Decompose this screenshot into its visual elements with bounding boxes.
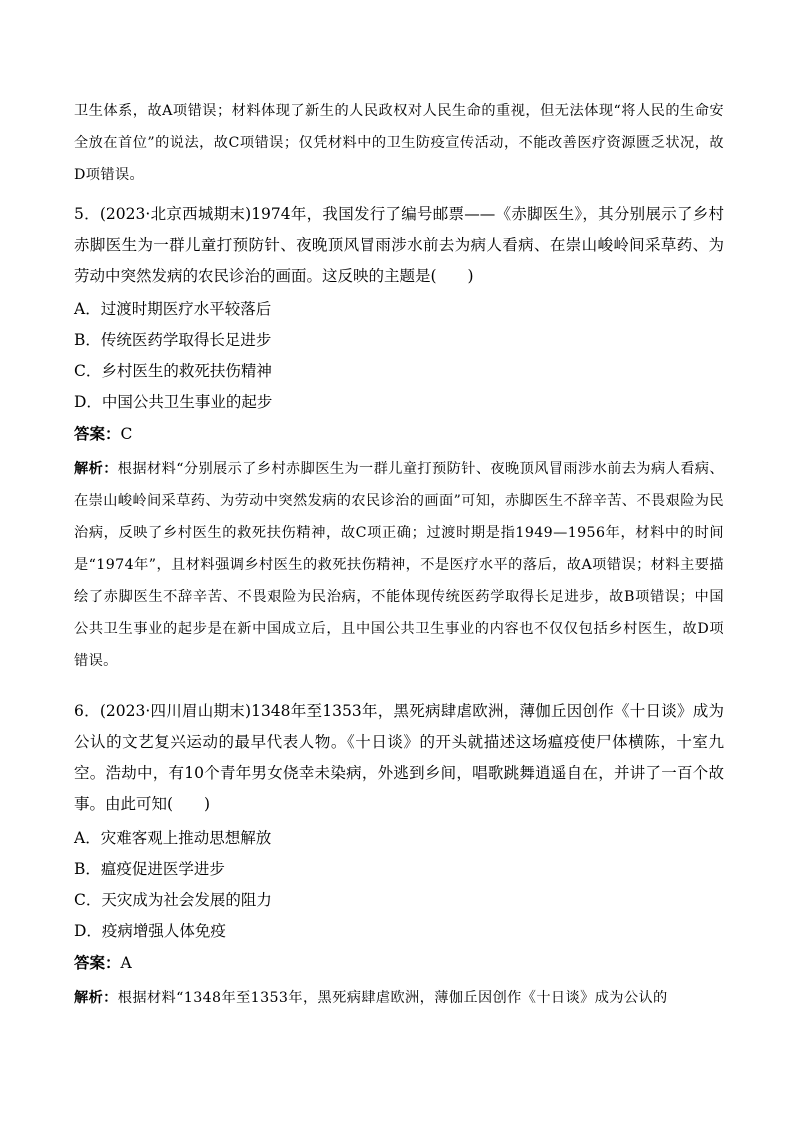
question-6-answer [74,947,724,978]
question-5-answer [74,418,724,449]
question-6-option-c: C．天灾成为社会发展的阻力 [74,891,272,909]
question-5-option-a: A．过渡时期医疗水平较落后 [74,300,272,318]
question-5-stem: 5．(2023·北京西城期末)1974年，我国发行了编号邮票——《赤脚医生》，其分别展示了乡村赤脚医生为一群儿童打预防针、夜晚顶风冒雨涉水前去为病人看病、在崇山峻岭间采草药、为劳动中突然发病的农民诊治的画面。这反映的主题是( ) [74,205,724,285]
answer-label: 答案： [74,953,121,972]
analysis-text: 根据材料“1348年至1353年，黑死病肆虐欧洲，薄伽丘因创作《十日谈》成为公认的 [117,990,668,1006]
answer-label: 答案： [74,424,121,443]
question-5-option-c: C．乡村医生的救死扶伤精神 [74,362,272,380]
answer-value: A [120,954,132,972]
previous-explanation-tail: 卫生体系，故A项错误；材料体现了新生的人民政权对人民生命的重视，但无法体现“将人民的生命安全放在首位”的说法，故C项错误；仅凭材料中的卫生防疫宣传活动，不能改善医疗资源匮乏状况，故D项错误。 [74,103,724,183]
analysis-label: 解析： [74,461,118,477]
question-5-analysis [74,453,724,677]
analysis-text: 根据材料“分别展示了乡村赤脚医生为一群儿童打预防针、夜晚顶风冒雨涉水前去为病人看病、在崇山峻岭间采草药、为劳动中突然发病的农民诊治的画面”可知，赤脚医生不辞辛苦、不畏艰险为民治病，反映了乡村医生的救死扶伤精神，故C项正确；过渡时期是指1949—1956年，材料中的时间是“1974年”，且材料强调乡村医生的救死扶伤精神，不是医疗水平的落后，故A项错误；材料主要描绘了赤脚医生不辞辛苦、不畏艰险为民治病，不能体现传统医药学取得长足进步，故B项错误；中国公共卫生事业的起步是在新中国成立后，且中国公共卫生事业的内容也不仅仅包括乡村医生，故D项错误。 [74,461,724,669]
question-5-option-d: D．中国公共卫生事业的起步 [74,393,273,411]
question-6-analysis [74,982,724,1014]
question-5-option-b: B．传统医药学取得长足进步 [74,331,272,349]
question-6-stem: 6．(2023·四川眉山期末)1348年至1353年，黑死病肆虐欧洲，薄伽丘因创作《十日谈》成为公认的文艺复兴运动的最早代表人物。《十日谈》的开头就描述这场瘟疫使尸体横陈，十室九空。浩劫中，有10个青年男女侥幸未染病，外逃到乡间，唱歌跳舞逍遥自在，并讲了一百个故事。由此可知( ) [74,702,724,813]
answer-value: C [120,425,133,443]
question-6-option-d: D．疫病增强人体免疫 [74,922,226,940]
analysis-label: 解析： [74,990,118,1006]
question-6-option-b: B．瘟疫促进医学进步 [74,860,225,878]
question-6-option-a: A．灾难客观上推动思想解放 [74,829,272,847]
